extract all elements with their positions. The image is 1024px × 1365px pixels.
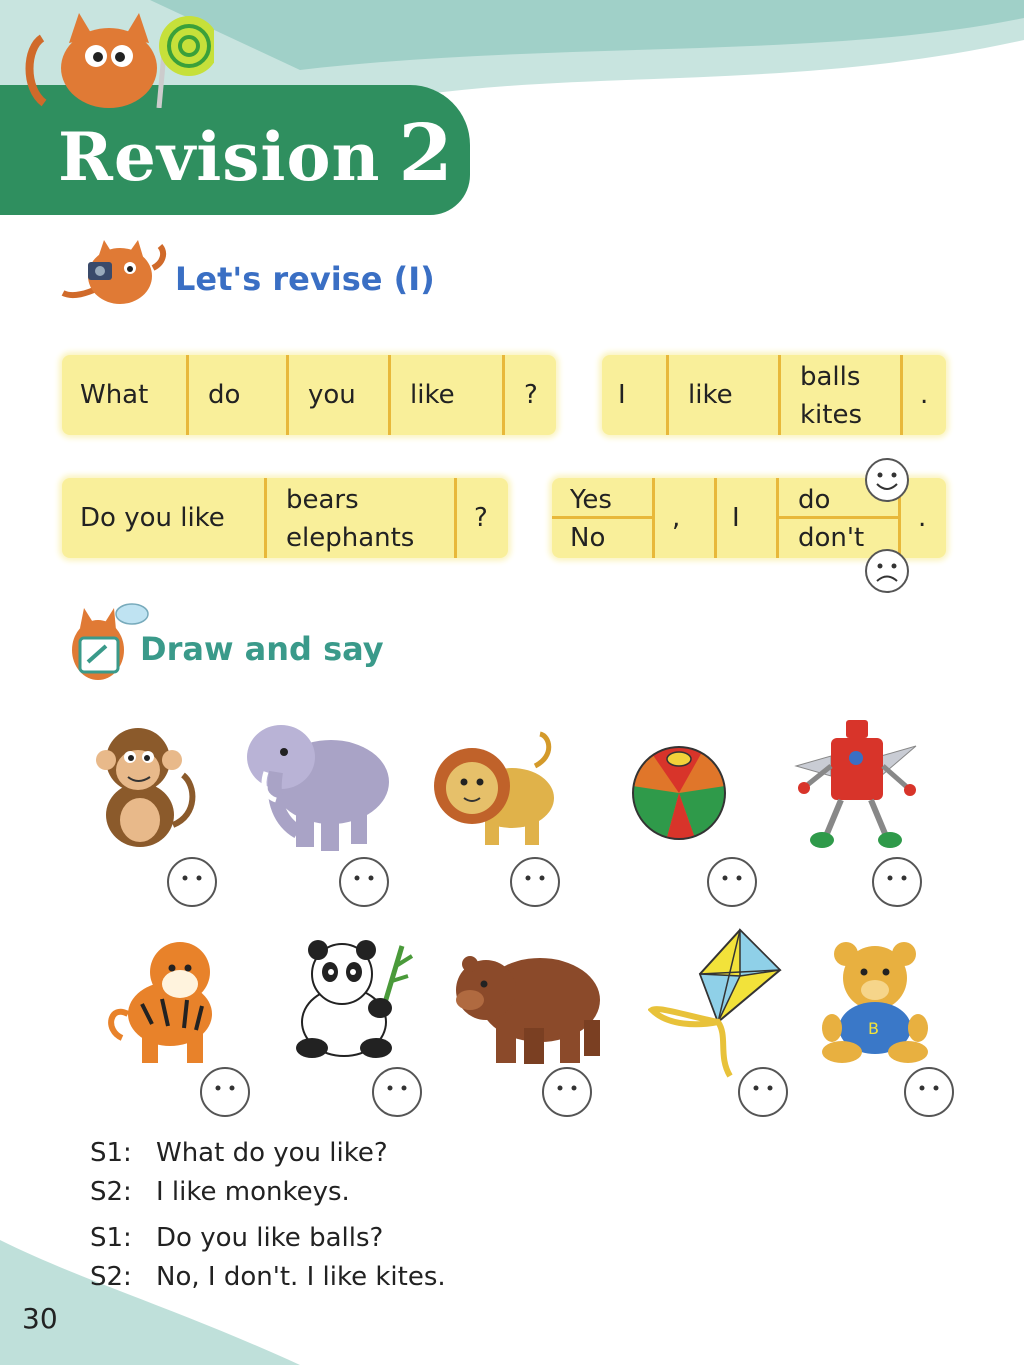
strip-word: I xyxy=(732,503,740,533)
section-title-draw-and-say: Draw and say xyxy=(140,630,384,668)
strip-word: I xyxy=(618,380,626,410)
dialogue-speaker: S2: xyxy=(90,1262,132,1292)
page-number: 30 xyxy=(22,1302,58,1335)
blank-face-icon[interactable] xyxy=(166,856,218,908)
lion-icon xyxy=(430,726,562,852)
sentence-strip-answer xyxy=(602,355,946,435)
strip-phrase: Do you like xyxy=(80,503,225,533)
dialogue-line: What do you like? xyxy=(156,1138,388,1168)
cat-camera-icon xyxy=(58,238,168,313)
blank-face-icon[interactable] xyxy=(199,1066,251,1118)
strip-word: like xyxy=(688,380,733,410)
strip-option: Yes xyxy=(570,485,612,515)
elephant-icon xyxy=(236,712,396,854)
strip-punctuation: . xyxy=(918,503,927,533)
strip-punctuation: ? xyxy=(474,503,488,533)
blank-face-icon[interactable] xyxy=(737,1066,789,1118)
kite-icon xyxy=(648,926,782,1080)
sentence-strip-question xyxy=(62,355,556,435)
monkey-icon xyxy=(78,715,203,855)
strip-word: What xyxy=(80,380,149,410)
strip-word: you xyxy=(308,380,356,410)
blank-face-icon[interactable] xyxy=(509,856,561,908)
strip-options xyxy=(800,358,862,434)
strip-option: elephants xyxy=(286,523,415,553)
dialogue-speaker: S1: xyxy=(90,1223,132,1253)
sentence-strip-yes-no-question xyxy=(62,478,508,558)
svg-text:B: B xyxy=(868,1019,879,1038)
dialogue-line: I like monkeys. xyxy=(156,1177,350,1207)
robot-icon xyxy=(786,716,926,852)
cat-lollipop-icon xyxy=(14,8,214,108)
strip-punctuation: ? xyxy=(524,380,538,410)
blank-face-icon[interactable] xyxy=(706,856,758,908)
blank-face-icon[interactable] xyxy=(871,856,923,908)
strip-punctuation: . xyxy=(920,380,929,410)
sad-face-icon xyxy=(864,548,910,594)
tiger-icon xyxy=(92,934,224,1066)
cat-drawing-icon xyxy=(58,600,152,695)
dialogue-line: Do you like balls? xyxy=(156,1223,384,1253)
blank-face-icon[interactable] xyxy=(371,1066,423,1118)
dialogue-line: No, I don't. I like kites. xyxy=(156,1262,446,1292)
panda-icon xyxy=(284,936,414,1060)
strip-option: kites xyxy=(800,400,863,430)
page-title: Revision 2 xyxy=(58,108,454,199)
strip-options xyxy=(798,481,864,557)
strip-options xyxy=(286,481,414,557)
section-title-lets-revise: Let's revise (I) xyxy=(175,260,435,298)
blank-face-icon[interactable] xyxy=(903,1066,955,1118)
happy-face-icon xyxy=(864,457,910,503)
strip-option: balls xyxy=(800,362,861,392)
strip-word: do xyxy=(208,380,241,410)
strip-option: don't xyxy=(798,523,865,553)
dialogue-speaker: S1: xyxy=(90,1138,132,1168)
strip-option: bears xyxy=(286,485,359,515)
strip-word: like xyxy=(410,380,455,410)
strip-options xyxy=(570,481,612,557)
blank-face-icon[interactable] xyxy=(338,856,390,908)
strip-option: No xyxy=(570,523,606,553)
blank-face-icon[interactable] xyxy=(541,1066,593,1118)
strip-punctuation: , xyxy=(672,503,681,533)
teddy-bear-icon xyxy=(816,940,934,1064)
strip-option: do xyxy=(798,485,831,515)
bear-icon xyxy=(450,940,604,1066)
ball-icon xyxy=(626,745,732,841)
dialogue-speaker: S2: xyxy=(90,1177,132,1207)
